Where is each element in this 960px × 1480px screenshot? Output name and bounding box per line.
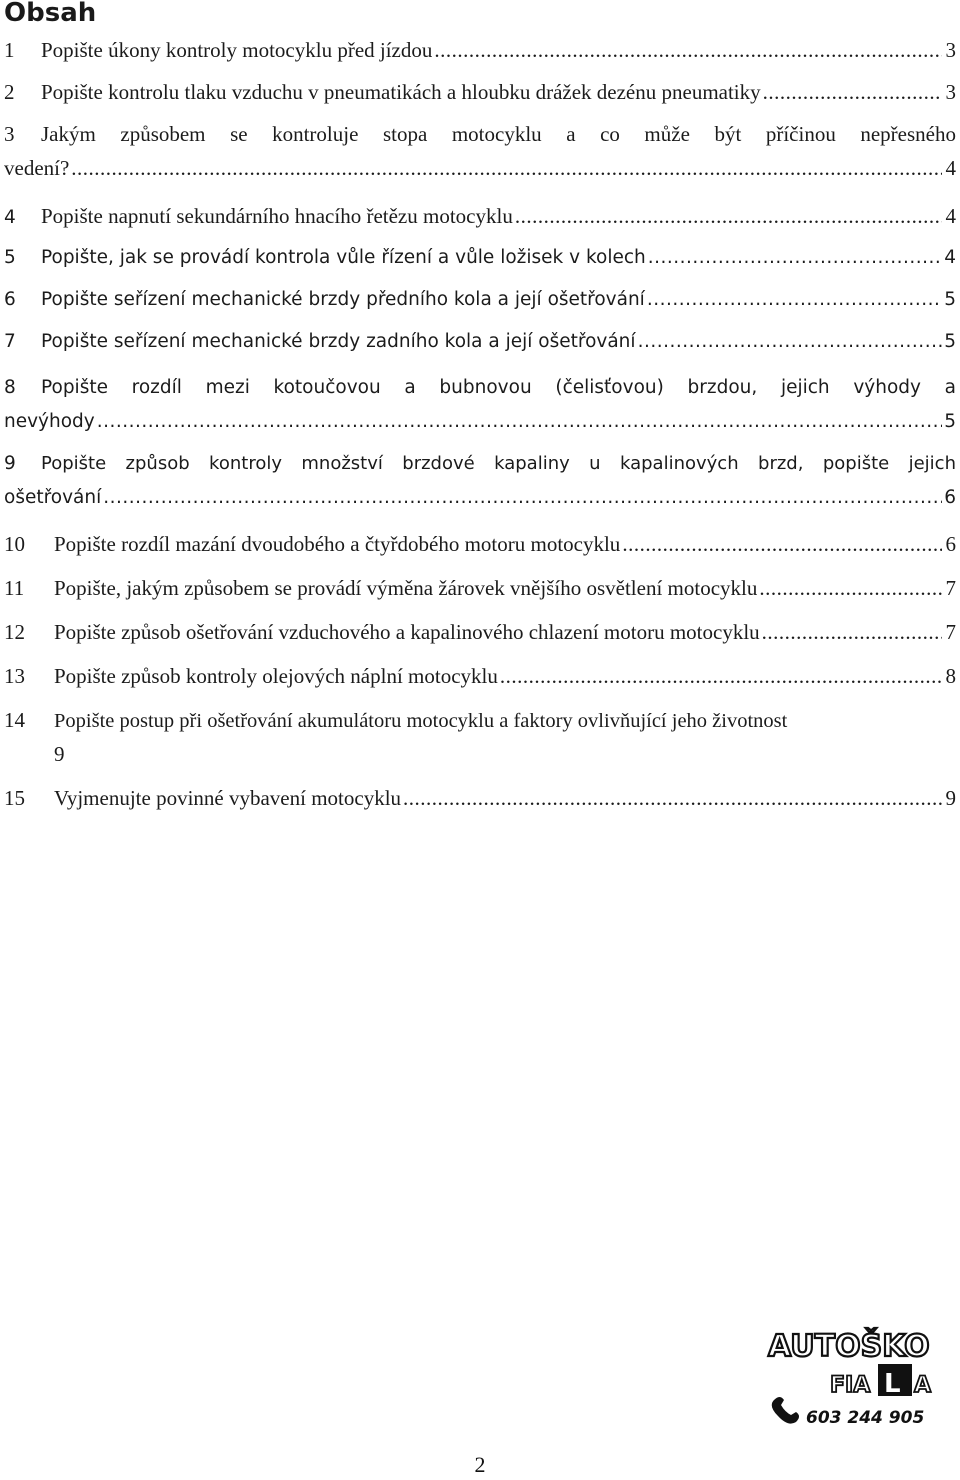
toc-entry-number: 1 — [4, 38, 15, 62]
dot-leader — [103, 481, 942, 515]
toc-entry-page: 6 — [945, 532, 956, 556]
toc-entry-page: 3 — [945, 38, 956, 62]
toc-entry-10[interactable] — [4, 527, 956, 565]
toc-entry-page: 8 — [945, 664, 956, 688]
toc-entry-page: 4 — [945, 156, 956, 180]
dot-leader — [647, 283, 942, 317]
page-title: Obsah — [4, 0, 97, 28]
toc-entry-1[interactable] — [4, 33, 956, 71]
toc-entry-14[interactable] — [4, 703, 956, 775]
toc-entry-title: Popište způsob ošetřování vzduchového a kapalinového chlazení motoru motocyklu — [54, 620, 760, 644]
dot-leader — [500, 659, 942, 693]
toc-entry-2[interactable] — [4, 75, 956, 113]
toc-entry-number: 11 — [4, 576, 25, 600]
toc-entry-title: Popište způsob kontroly množství brzdové kapaliny u kapalinových brzd, popište jejich — [41, 453, 956, 474]
dot-leader — [762, 615, 942, 649]
toc-entry-13[interactable] — [4, 659, 956, 697]
toc-entry-title: Popište, jak se provádí kontrola vůle řízení a vůle ložisek v kolech — [41, 247, 646, 268]
toc-entry-page: 6 — [944, 487, 956, 508]
logo-text-l: L — [884, 1369, 901, 1399]
toc-entry-12[interactable] — [4, 615, 956, 653]
dot-leader — [763, 75, 942, 109]
toc-entry-title: Jakým způsobem se kontroluje stopa motocyklu a co může být příčinou nepřesného — [41, 122, 956, 146]
toc-entry-title: Popište kontrolu tlaku vzduchu v pneumatikách a hloubku drážek dezénu pneumatiky — [41, 80, 761, 104]
toc-entry-number: 10 — [4, 532, 25, 556]
toc-entry-title: Popište rozdíl mezi kotoučovou a bubnovou (čelisťovou) brzdou, jejich výhody a — [41, 377, 956, 398]
toc-entry-4[interactable] — [4, 199, 956, 237]
dot-leader — [97, 405, 942, 439]
logo-text-fia: FIA — [830, 1373, 871, 1398]
toc-entry-number: 6 — [4, 289, 16, 310]
toc-entry-page: 9 — [945, 786, 956, 810]
toc-entry-page: 5 — [944, 411, 956, 432]
toc-entry-11[interactable] — [4, 571, 956, 609]
dot-leader — [759, 571, 942, 605]
toc-entry-7[interactable] — [4, 325, 956, 363]
toc-entry-15[interactable] — [4, 781, 956, 819]
toc-entry-6[interactable] — [4, 283, 956, 321]
page-number: 2 — [474, 1452, 486, 1477]
dot-leader — [515, 199, 942, 233]
toc-entry-title: Popište, jakým způsobem se provádí výměna žárovek vnějšího osvětlení motocyklu — [54, 576, 758, 600]
toc-entry-8[interactable] — [4, 371, 956, 443]
toc-entry-number: 2 — [4, 80, 15, 104]
toc-entry-title-continued: vedení? — [4, 156, 70, 180]
toc-entry-title: Popište seřízení mechanické brzdy zadního kola a její ošetřování — [41, 331, 636, 352]
toc-entry-number: 7 — [4, 331, 16, 352]
toc-entry-number: 9 — [4, 453, 16, 474]
phone-icon — [772, 1397, 799, 1424]
toc-entry-title: Popište napnutí sekundárního hnacího řetězu motocyklu — [41, 204, 513, 228]
toc-entry-number: 15 — [4, 786, 25, 810]
autoskola-logo — [760, 1322, 950, 1430]
toc-entry-page: 4 — [945, 204, 956, 228]
toc-entry-number: 4 — [4, 207, 16, 228]
toc-entry-page: 7 — [945, 576, 956, 600]
toc-entry-page: 9 — [54, 742, 65, 766]
dot-leader — [434, 33, 942, 67]
toc-entry-5[interactable] — [4, 241, 956, 279]
dot-leader — [71, 151, 942, 185]
toc-entry-number: 12 — [4, 620, 25, 644]
toc-entry-number: 14 — [4, 708, 25, 732]
dot-leader — [622, 527, 942, 561]
toc-entry-title: Popište postup při ošetřování akumulátoru motocyklu a faktory ovlivňující jeho životnost — [54, 710, 788, 732]
dot-leader — [403, 781, 942, 815]
toc-entry-page: 5 — [944, 289, 956, 310]
toc-entry-page: 4 — [944, 247, 956, 268]
logo-text-autosko: AUTOŠKO — [768, 1329, 930, 1364]
toc-entry-page: 3 — [945, 80, 956, 104]
toc-entry-3[interactable] — [4, 117, 956, 189]
autoskola-logo-graphic — [760, 1322, 950, 1430]
toc-entry-title: Popište seřízení mechanické brzdy předního kola a její ošetřování — [41, 289, 645, 310]
toc-entry-title: Vyjmenujte povinné vybavení motocyklu — [54, 786, 402, 810]
toc-entry-number: 3 — [4, 122, 15, 146]
toc-entry-number: 13 — [4, 664, 25, 688]
toc-entry-page: 7 — [945, 620, 956, 644]
logo-phone-number: 603 244 905 — [806, 1408, 925, 1428]
dot-leader — [638, 325, 942, 359]
toc-entry-page: 5 — [944, 331, 956, 352]
toc-entry-title-continued: nevýhody — [4, 411, 95, 432]
toc-entry-title: Popište úkony kontroly motocyklu před jízdou — [41, 38, 433, 62]
toc-entry-title: Popište způsob kontroly olejových náplní motocyklu — [54, 664, 498, 688]
logo-text-a: A — [914, 1373, 932, 1398]
toc-entry-number: 5 — [4, 247, 16, 268]
dot-leader — [648, 241, 942, 275]
toc-entry-9[interactable] — [4, 447, 956, 519]
toc-entry-title: Popište rozdíl mazání dvoudobého a čtyřdobého motoru motocyklu — [54, 532, 621, 556]
toc-entry-number: 8 — [4, 377, 16, 398]
toc-entry-title-continued: ošetřování — [4, 487, 102, 508]
